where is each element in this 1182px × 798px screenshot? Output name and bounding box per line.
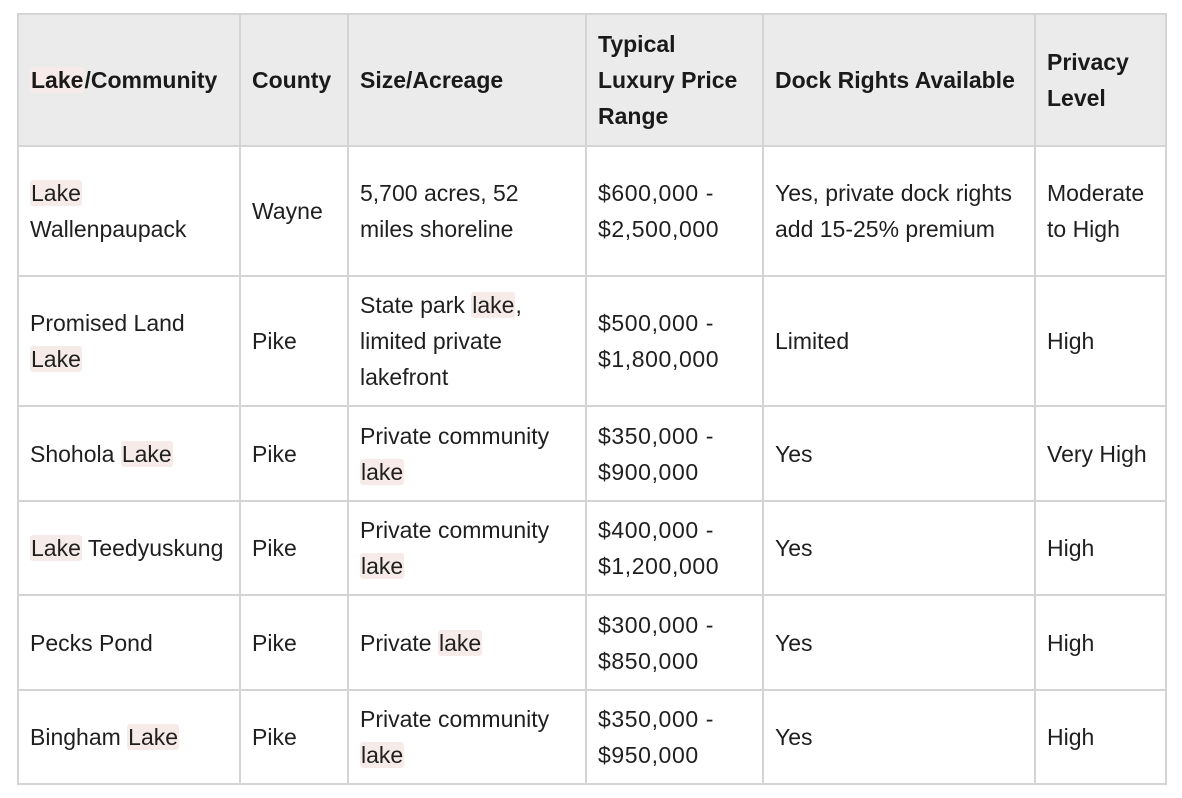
highlight-term: Lake bbox=[128, 724, 179, 750]
cell-privacy-level: High bbox=[1035, 501, 1166, 595]
highlight-term: Lake bbox=[31, 535, 81, 561]
cell-lake-name: Promised Land Lake bbox=[18, 276, 240, 406]
cell-county: Wayne bbox=[240, 146, 348, 276]
highlight-term: Lake bbox=[31, 67, 84, 93]
highlight-term: lake bbox=[472, 292, 515, 318]
cell-lake-name: Shohola Lake bbox=[18, 406, 240, 501]
lake-comparison-table bbox=[17, 13, 1167, 785]
header-lake-community: Lake/Community bbox=[18, 14, 240, 146]
cell-size: Private lake bbox=[348, 595, 586, 690]
cell-lake-name: Lake Teedyuskung bbox=[18, 501, 240, 595]
cell-dock-rights: Limited bbox=[763, 276, 1035, 406]
cell-lake-name: Pecks Pond bbox=[18, 595, 240, 690]
table-row bbox=[18, 406, 1166, 501]
table-row bbox=[18, 690, 1166, 784]
cell-size: 5,700 acres, 52 miles shoreline bbox=[348, 146, 586, 276]
header-size-acreage: Size/Acreage bbox=[348, 14, 586, 146]
header-dock-rights: Dock Rights Available bbox=[763, 14, 1035, 146]
header-county: County bbox=[240, 14, 348, 146]
cell-dock-rights: Yes bbox=[763, 595, 1035, 690]
highlight-term: lake bbox=[361, 553, 404, 579]
highlight-term: Lake bbox=[31, 180, 81, 206]
cell-size: Private community lake bbox=[348, 690, 586, 784]
cell-price-range: $350,000 - $950,000 bbox=[586, 690, 763, 784]
cell-county: Pike bbox=[240, 406, 348, 501]
table-row bbox=[18, 276, 1166, 406]
highlight-term: lake bbox=[438, 629, 482, 656]
cell-size: Private community lake bbox=[348, 501, 586, 595]
cell-size: Private community lake bbox=[348, 406, 586, 501]
cell-privacy-level: High bbox=[1035, 595, 1166, 690]
cell-price-range: $500,000 - $1,800,000 bbox=[586, 276, 763, 406]
header-price-range: Typical Luxury Price Range bbox=[586, 14, 763, 146]
cell-privacy-level: Moderate to High bbox=[1035, 146, 1166, 276]
cell-price-range: $350,000 - $900,000 bbox=[586, 406, 763, 501]
table-row bbox=[18, 501, 1166, 595]
highlight-term: lake bbox=[361, 458, 404, 485]
highlight-term: Lake bbox=[121, 440, 172, 467]
cell-size: State park lake, limited private lakefront bbox=[348, 276, 586, 406]
cell-privacy-level: Very High bbox=[1035, 406, 1166, 501]
cell-price-range: $600,000 - $2,500,000 bbox=[586, 146, 763, 276]
cell-privacy-level: High bbox=[1035, 276, 1166, 406]
cell-lake-name: Lake Wallenpaupack bbox=[18, 146, 240, 276]
cell-dock-rights: Yes bbox=[763, 690, 1035, 784]
cell-county: Pike bbox=[240, 276, 348, 406]
cell-county: Pike bbox=[240, 501, 348, 595]
cell-dock-rights: Yes bbox=[763, 501, 1035, 595]
cell-price-range: $300,000 - $850,000 bbox=[586, 595, 763, 690]
table-row bbox=[18, 595, 1166, 690]
cell-county: Pike bbox=[240, 690, 348, 784]
cell-privacy-level: High bbox=[1035, 690, 1166, 784]
cell-lake-name: Bingham Lake bbox=[18, 690, 240, 784]
cell-county: Pike bbox=[240, 595, 348, 690]
header-privacy-level: Privacy Level bbox=[1035, 14, 1166, 146]
cell-dock-rights: Yes, private dock rights add 15-25% premium bbox=[763, 146, 1035, 276]
table-row bbox=[18, 146, 1166, 276]
cell-price-range: $400,000 - $1,200,000 bbox=[586, 501, 763, 595]
header-row bbox=[18, 14, 1166, 146]
highlight-term: lake bbox=[361, 742, 404, 768]
highlight-term: Lake bbox=[31, 346, 81, 372]
cell-dock-rights: Yes bbox=[763, 406, 1035, 501]
